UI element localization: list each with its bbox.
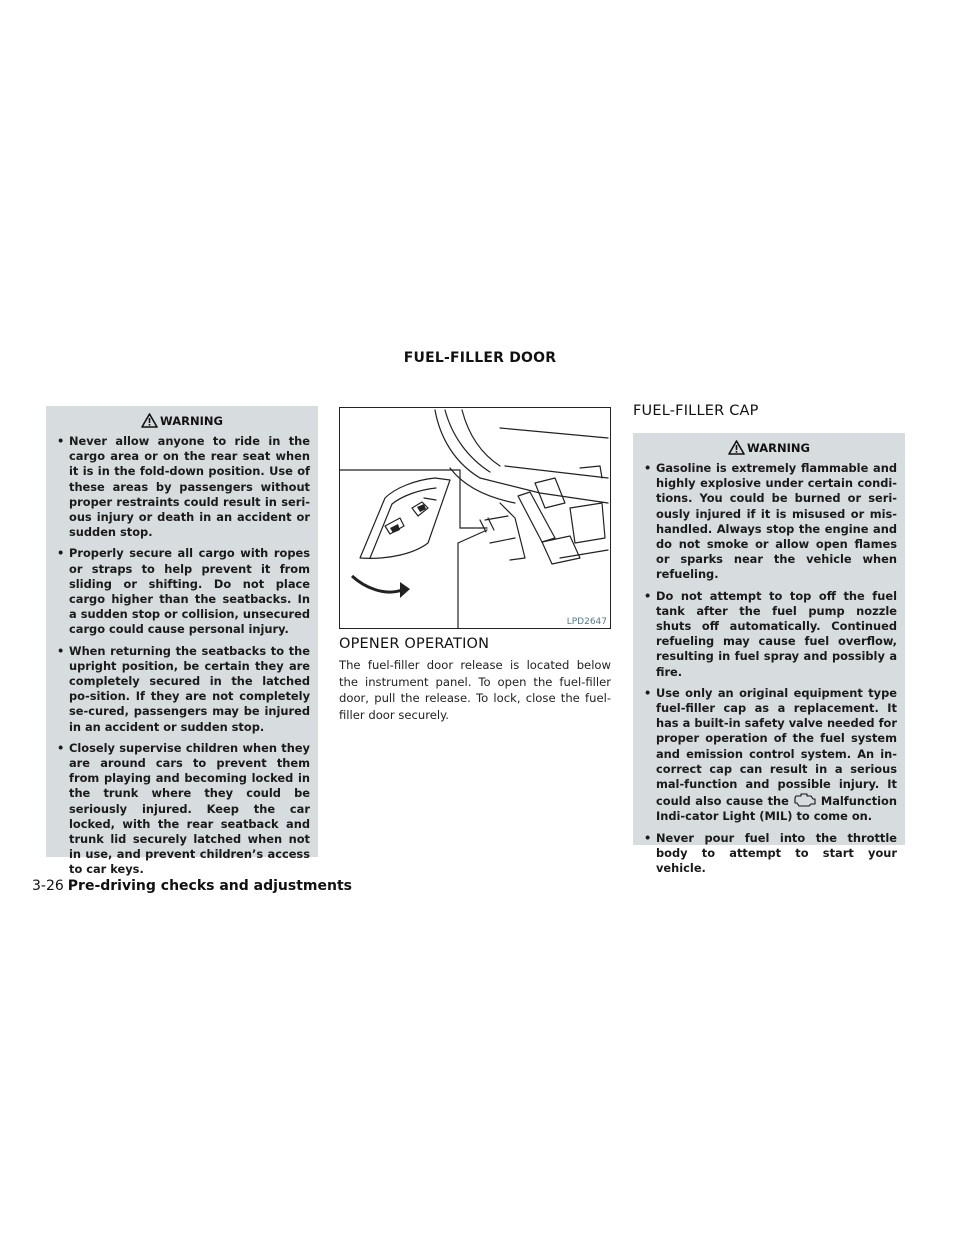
figure-code: LPD2647 [566,617,607,627]
mil-text-before: Use only an original equipment type fuel-filler cap as a replacement. It has a built-in safety valve needed for proper operation of the fuel system and emission control system. An in-correct cap can result in a serious mal-function and possible injury. It could also cause the [656,685,897,809]
dashboard-release-drawing [340,408,610,628]
warning-item: • Never allow anyone to ride in the cargo area or on the rear seat when it is in the fold-down position. Use of these areas by passengers without proper restraints could result in seri-ous injury or death in an accident or sudden stop. [54,434,310,540]
warning-item: • Do not attempt to top off the fuel tank after the fuel pump nozzle shuts off automatically. Continued refueling may cause fuel overflow, resulting in fuel spray and possibly a fire. [641,589,897,680]
warning-heading [54,412,310,430]
engine-check-icon [791,792,819,808]
cap-heading: FUEL-FILLER CAP [633,403,759,419]
page-footer [32,878,352,894]
warning-heading-text: WARNING [747,441,810,455]
opener-heading: OPENER OPERATION [339,636,490,652]
warning-heading [641,439,897,457]
mil-text-after: Malfunction Indi-cator Light (MIL) to come on. [656,794,897,824]
warning-heading-text: WARNING [160,414,223,428]
chapter-title: Pre-driving checks and adjustments [67,878,352,894]
opener-text: The fuel-filler door release is located below the instrument panel. To open the fuel-filler door, pull the release. To lock, close the fuel-filler door securely. [339,658,611,722]
warning-item: • Properly secure all cargo with ropes or straps to help prevent it from sliding or shifting. Do not place cargo higher than the seatbacks. In a sudden stop or collision, unsecured cargo could cause personal injury. [54,546,310,637]
fuel-filler-release-illustration [339,407,611,629]
warning-triangle-icon [141,413,158,428]
warning-item: • Closely supervise children when they are around cars to prevent them from playing and becoming locked in the trunk where they could be seriously injured. Keep the car locked, with the rear seatback and trunk lid securely latched when not in use, and prevent children’s access to car keys. [54,741,310,878]
warning-box-cargo [46,406,318,877]
section-title: FUEL-FILLER DOOR [403,350,557,366]
page-number: 3-26 [32,878,64,894]
warning-item: • When returning the seatbacks to the upright position, be certain they are completely secured in the latched po-sition. If they are not completely se-cured, passengers may be injured in an accident or sudden stop. [54,644,310,735]
warning-item: • Never pour fuel into the throttle body to attempt to start your vehicle. [641,831,897,877]
warning-triangle-icon [728,440,745,455]
warning-item: • Gasoline is extremely flammable and highly explosive under certain condi-tions. You could be burned or seri-ously injured if it is misused or mis-handled. Always stop the engine and do not smoke or allow open flames or sparks near the vehicle when refueling. [641,461,897,583]
warning-list [641,461,897,876]
warning-item-mil [641,686,897,825]
warning-list [54,434,310,878]
warning-box-fuel [633,433,905,876]
